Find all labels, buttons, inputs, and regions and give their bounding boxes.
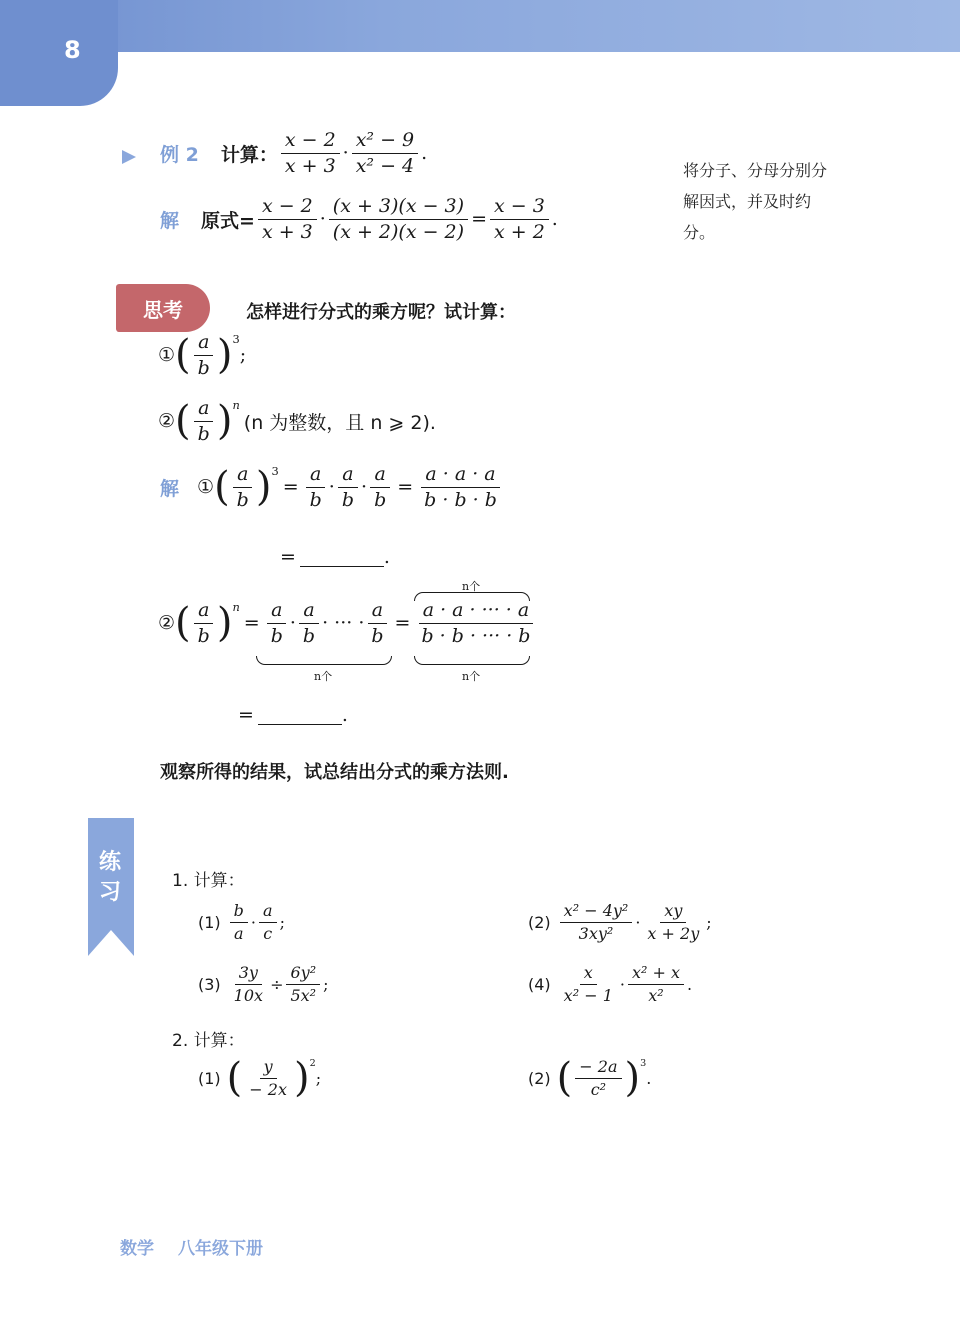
page-footer [120,1234,287,1259]
item-number: ② [158,612,176,635]
practice-q2-item: (1) ( $\frac{y}{- 2x}$ ) $^2$ ; [198,1055,322,1102]
solution-label: 解 [160,477,180,500]
fraction: $\frac{\text{x² − 9}}{\text{x² − 4}}$ [352,130,418,177]
practice-label: 练习 [98,850,121,905]
count-label: n个 [462,580,481,593]
practice-q1-item: (3) $\frac{3y}{10x}$ ÷ $\frac{\text{6y²}}{\text{5x²}}$ ; [198,963,329,1005]
solution-1-blank-line: = . [280,546,390,568]
think-question: 怎样进行分式的乘方呢？试计算： [246,302,516,323]
page-number: 8 [64,36,81,64]
example-solution: 解 原式= $\frac{x - 2}{x + 3}$ · $\frac{(x + 3)(x - 3)}{(x + 2)(x - 2)}$ = $\frac{x - 3}{x + 2}$ . [160,195,558,243]
page-number-tab [0,0,118,106]
practice-q2-label: 2. 计算： [172,1031,245,1051]
brace-bottom [256,656,392,665]
fraction: $\frac{(x + 3)(x - 3)}{(x + 2)(x - 2)}$ [329,196,468,243]
fraction: $\frac{x - 2}{x + 3}$ [281,130,340,177]
solution-2-blank-line: = . [238,704,348,726]
fraction: $\frac{x - 3}{x + 2}$ [490,196,549,243]
footer-grade: 八年级下册 [178,1239,263,1259]
think-item-1: ① ( $\frac{a}{b}$ ) $^3$ ; [158,331,247,379]
exponent: 3 [232,332,240,346]
think-badge: 思考 [116,284,210,332]
item-number: ① [197,476,215,499]
example-marker-icon [122,150,136,164]
practice-q1-item: (4) $\frac{x}{\text{x² − 1}}$ · $\frac{\text{x² + x}}{\text{x²}}$ . [528,963,693,1005]
solution-label: 解 [160,209,180,232]
think-solution-1: 解 ① ( $\frac{a}{b}$ ) $^3$ = $\frac{a}{b}$ · $\frac{a}{b}$ · $\frac{a}{b}$ = $\frac{a \cdot a \cdot a}{b \cdot b \cdot b}$ [160,464,504,511]
item-number: ① [158,344,176,367]
item-number: ② [158,410,176,433]
fraction: $\frac{a \cdot a \cdot a}{b \cdot b \cdot b}$ [420,464,501,511]
footer-subject: 数学 [120,1239,154,1259]
header-band [0,0,960,52]
fraction: $\frac{a}{b}$ [194,398,214,445]
exponent: n [232,398,240,412]
practice-q1-item: (1) $\frac{b}{a}$ · $\frac{a}{c}$ ; [198,901,285,943]
count-label: n个 [462,670,481,683]
think-conclusion: 观察所得的结果，试总结出分式的乘方法则. [160,762,509,783]
answer-blank[interactable] [300,548,384,567]
fraction: $\frac{a \cdot a \cdot \cdot\cdot\cdot \cdot a}{b \cdot b \cdot \cdot\cdot\cdot \cdot b}$ [417,600,534,647]
brace-bottom [414,656,530,665]
fraction: $\frac{a}{b}$ [194,332,214,379]
item-condition: (n 为整数，且 n ⩾ 2). [243,411,436,434]
answer-blank[interactable] [258,706,342,725]
example-label: 例 2 [160,143,199,166]
practice-q1-item: (2) $\frac{\text{x² − 4y²}}{\text{3xy²}}$ · $\frac{xy}{x + 2y}$ ; [528,901,712,943]
practice-ribbon-notch [88,930,134,956]
think-solution-2: ② ( $\frac{a}{b}$ ) $^n$ = $\frac{a}{b}$ · $\frac{a}{b}$ · ··· · $\frac{a}{b}$ = $\frac{a \cdot a \cdot \cdot\cdot\cdot \cdot a}{b \cdot b \cdot \cdot\cdot\cdot \cdot b}$ [158,600,537,647]
example-question: 例 2 计算： $\frac{x - 2}{x + 3}$ · $\frac{\text{x² − 9}}{\text{x² − 4}}$ . [160,129,428,177]
count-label: n个 [314,670,333,683]
solution-prefix: 原式= [201,209,255,232]
side-note: 将分子、分母分别分解因式，并及时约分。 [683,161,828,242]
think-item-2: ② ( $\frac{a}{b}$ ) $^n$ (n 为整数，且 n ⩾ 2). [158,397,436,445]
example-prompt: 计算： [220,143,278,166]
practice-q1-label: 1. 计算： [172,871,245,891]
fraction: $\frac{x - 2}{x + 3}$ [258,196,317,243]
practice-q2-item: (2) ( $\frac{- 2a}{\text{c²}}$ ) $^3$ . [528,1055,652,1102]
